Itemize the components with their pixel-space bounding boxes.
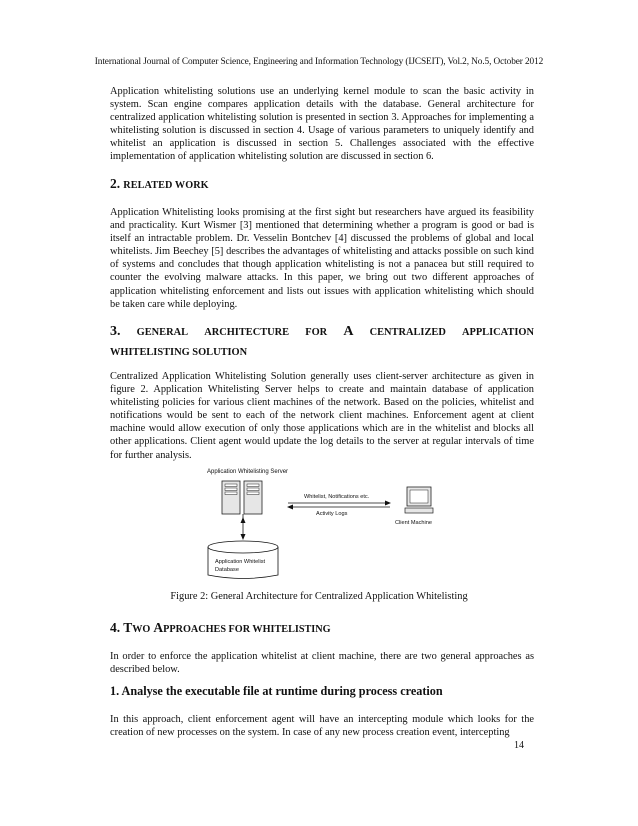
section-3-word-4: A xyxy=(343,324,354,339)
server-label: Application Whitelisting Server xyxy=(207,469,289,475)
whitelist-arrow xyxy=(288,501,391,506)
section-4-title-rest: PPROACHES FOR WHITELISTING xyxy=(163,624,331,635)
server-database-connector xyxy=(241,514,246,540)
section-3-word-3: FOR xyxy=(305,327,328,338)
figure-caption: Figure 2: General Architecture for Centralized Application Whitelisting xyxy=(170,591,468,602)
section-4-title-initial-a: A xyxy=(153,620,164,635)
section-3-number: 3. xyxy=(110,324,121,339)
database-label-line-1: Application Whitelist xyxy=(215,559,266,565)
page-number: 14 xyxy=(514,740,524,751)
section-2-heading xyxy=(110,176,534,194)
client-computer-icon xyxy=(405,487,433,513)
section-4-title-wo: WO xyxy=(132,624,151,635)
section-3-paragraph: Centralized Application Whitelisting Solution generally uses client-server architecture as given in figure 2. Application Whitelisting Server helps to create and maintain database of application whitelisting policies for various client machines of the network. Based on the policies, whitelist and notifications would be sent to each of the network client machines. Enforcement agent at client machine would allow execution of only those applications which are in the whitelist and blocks all other applications. Client agent would update the log details to the server at regular intervals of time for further analysis. xyxy=(110,371,534,461)
server-icon xyxy=(222,481,262,514)
client-machine-label: Client Machine xyxy=(395,520,432,526)
database-label-line-2: Database xyxy=(215,567,239,573)
section-4-number: 4. xyxy=(110,620,121,635)
section-3-word-2: ARCHITECTURE xyxy=(204,327,290,338)
section-3-heading xyxy=(110,322,534,363)
section-4-title-initial-t: T xyxy=(123,620,133,635)
section-2-paragraph: Application Whitelisting looks promising at the first sight but researchers have argued its feasibility and practicality. Kurt Wismer [3] mentioned that determining whether a program is good or bad is itself an intractable problem. Dr. Vesselin Bontchev [4] discussed the problems of global and local whitelists. Jim Beechey [5] describes the advantages of whitelisting and attacks possible on such kind of systems and concludes that though application whitelisting is not a panacea but still required to counter the evolving malware attacks. In this paper, we bring out two different approaches of application whitelisting enforcement and lists out issues with application whitelisting which should be taken care while deploying. xyxy=(110,207,534,310)
activity-logs-arrow xyxy=(287,505,390,510)
section-4-paragraph: In order to enforce the application whitelist at client machine, there are two general approaches as described below. xyxy=(110,651,534,676)
intro-paragraph: Application whitelisting solutions use an underlying kernel module to scan the basic activity in system. Scan engine compares application details with the database. General architecture for centralized application whitelisting solution is presented in section 3. Approaches for implementing a whitelisting solution is discussed in section 4. Usage of various parameters to uniquely identify and whitelist an application is discussed in section 5. Challenges associated with the effective implementation of application whitelisting solution are discussed in section 6. xyxy=(110,86,534,163)
activity-logs-label: Activity Logs xyxy=(316,511,348,517)
subsection-1-paragraph: In this approach, client enforcement agent will have an intercepting module which looks for the creation of new processes on the system. In case of any new process creation event, intercepting xyxy=(110,714,534,739)
section-2-title: RELATED WORK xyxy=(123,180,209,191)
section-3-title-line-2: WHITELISTING SOLUTION xyxy=(110,347,248,358)
section-3-word-1: GENERAL xyxy=(136,327,189,338)
architecture-diagram xyxy=(200,465,445,583)
whitelist-arrow-label: Whitelist, Notifications etc. xyxy=(304,494,370,500)
section-4-heading xyxy=(110,620,534,636)
subsection-1-heading: 1. Analyse the executable file at runtime during process creation xyxy=(110,684,443,698)
architecture-figure xyxy=(200,465,445,583)
section-3-word-5: CENTRALIZED xyxy=(369,327,446,338)
journal-header: International Journal of Computer Science, Engineering and Information Technology (IJCSEIT), Vol.2, No.5, October 2012 xyxy=(94,57,544,67)
section-3-word-6: APPLICATION xyxy=(461,327,534,338)
section-2-number: 2. xyxy=(110,176,121,191)
